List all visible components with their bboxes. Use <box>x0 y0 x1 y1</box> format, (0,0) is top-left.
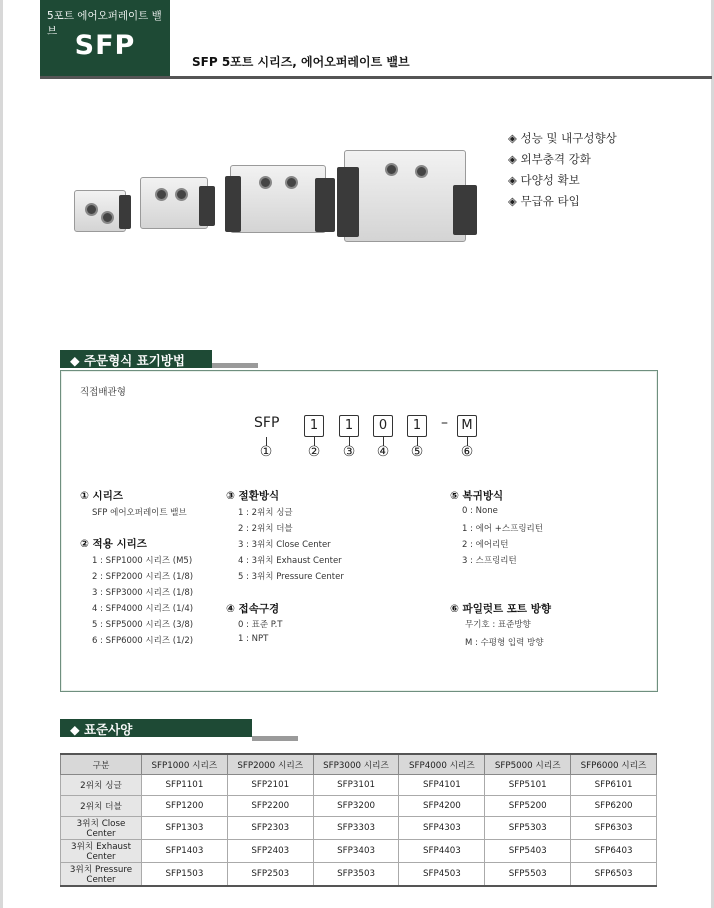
table-cell: SFP3303 <box>313 817 399 840</box>
column-header: SFP4000 시리즈 <box>399 754 485 775</box>
code-box: M <box>457 415 477 437</box>
switching-title: ③ 절환방식 <box>226 490 280 502</box>
spec-section-heading <box>60 719 252 737</box>
table-row <box>61 840 657 863</box>
switching-item: 2 : 2위치 더블 <box>238 524 293 534</box>
table-cell: SFP1403 <box>142 840 228 863</box>
table-row <box>61 796 657 817</box>
connection-title: ④ 접속구경 <box>226 603 280 615</box>
code-number: ④ <box>376 444 390 460</box>
spec-heading-text: ◆ 표준사양 <box>70 722 133 737</box>
table-cell: SFP1101 <box>142 775 228 796</box>
table-cell: SFP6200 <box>571 796 657 817</box>
switching-item: 4 : 3위치 Exhaust Center <box>238 556 342 566</box>
header-badge <box>40 0 170 76</box>
table-cell: SFP6403 <box>571 840 657 863</box>
code-box: 1 <box>339 415 359 437</box>
column-header: SFP1000 시리즈 <box>142 754 228 775</box>
feature-list <box>508 128 617 212</box>
table-cell: SFP6303 <box>571 817 657 840</box>
code-number: ② <box>307 444 321 460</box>
table-row <box>61 863 657 887</box>
pilot-port-item: 무기호 : 표준방향 <box>465 620 531 630</box>
column-header: SFP5000 시리즈 <box>485 754 571 775</box>
header-code: SFP <box>74 30 136 61</box>
table-cell: SFP6503 <box>571 863 657 887</box>
code-number: ③ <box>342 444 356 460</box>
code-box: 1 <box>304 415 324 437</box>
applied-series-item: 6 : SFP6000 시리즈 (1/2) <box>92 636 194 646</box>
connection-item: 0 : 표준 P.T <box>238 620 283 630</box>
feature-item: ◈ 다양성 확보 <box>508 173 580 187</box>
page-title: SFP 5포트 시리즈, 에어오퍼레이트 밸브 <box>192 55 410 69</box>
page-edge-left <box>0 0 3 908</box>
switching-item: 5 : 3위치 Pressure Center <box>238 572 344 582</box>
applied-series-item: 4 : SFP4000 시리즈 (1/4) <box>92 604 194 614</box>
feature-item: ◈ 성능 및 내구성향상 <box>508 131 617 145</box>
table-cell: SFP3101 <box>313 775 399 796</box>
switching-item: 1 : 2위치 싱글 <box>238 508 293 518</box>
table-cell: SFP1303 <box>142 817 228 840</box>
return-item: 3 : 스프링리턴 <box>462 556 517 566</box>
table-cell: SFP4200 <box>399 796 485 817</box>
column-header: SFP2000 시리즈 <box>227 754 313 775</box>
applied-series-item: 5 : SFP5000 시리즈 (3/8) <box>92 620 194 630</box>
table-cell: SFP5101 <box>485 775 571 796</box>
table-row <box>61 817 657 840</box>
spec-table <box>60 753 657 887</box>
table-cell: SFP4303 <box>399 817 485 840</box>
applied-series-item: 3 : SFP3000 시리즈 (1/8) <box>92 588 194 598</box>
row-header: 3위치 Close Center <box>61 817 142 840</box>
table-cell: SFP2101 <box>227 775 313 796</box>
table-cell: SFP3503 <box>313 863 399 887</box>
table-cell: SFP2200 <box>227 796 313 817</box>
applied-series-item: 1 : SFP1000 시리즈 (M5) <box>92 556 193 566</box>
table-cell: SFP1503 <box>142 863 228 887</box>
header-divider <box>40 76 712 79</box>
heading-accent-bar <box>252 736 298 741</box>
table-cell: SFP2403 <box>227 840 313 863</box>
code-box: 0 <box>373 415 393 437</box>
row-header: 2위치 싱글 <box>61 775 142 796</box>
series-item: SFP 에어오퍼레이트 밸브 <box>92 508 187 518</box>
heading-accent-bar <box>212 363 258 368</box>
table-cell: SFP5403 <box>485 840 571 863</box>
table-row <box>61 775 657 796</box>
table-cell: SFP4403 <box>399 840 485 863</box>
column-header: SFP6000 시리즈 <box>571 754 657 775</box>
code-prefix: SFP <box>254 415 280 431</box>
table-cell: SFP1200 <box>142 796 228 817</box>
series-title: ① 시리즈 <box>80 490 123 502</box>
order-format-box <box>60 370 658 692</box>
code-box: 1 <box>407 415 427 437</box>
row-header: 3위치 Pressure Center <box>61 863 142 887</box>
direct-piping-label: 직접배관형 <box>80 387 126 398</box>
table-cell: SFP5200 <box>485 796 571 817</box>
code-number: ⑤ <box>410 444 424 460</box>
applied-series-title: ② 적용 시리즈 <box>80 538 147 550</box>
column-header: SFP3000 시리즈 <box>313 754 399 775</box>
connection-item: 1 : NPT <box>238 634 269 644</box>
return-item: 2 : 에어리턴 <box>462 540 509 550</box>
return-item: 0 : None <box>462 506 498 516</box>
product-image <box>68 145 478 255</box>
pilot-port-item: M : 수평형 입력 방향 <box>465 638 544 648</box>
table-cell: SFP2303 <box>227 817 313 840</box>
row-header: 3위치 Exhaust Center <box>61 840 142 863</box>
return-item: 1 : 에어 +스프링리턴 <box>462 524 543 534</box>
feature-item: ◈ 외부충격 강화 <box>508 152 591 166</box>
table-cell: SFP5303 <box>485 817 571 840</box>
table-cell: SFP3200 <box>313 796 399 817</box>
table-cell: SFP2503 <box>227 863 313 887</box>
header-subtitle: 5포트 에어오퍼레이트 밸브 <box>47 10 162 37</box>
column-header: 구분 <box>61 754 142 775</box>
row-header: 2위치 더블 <box>61 796 142 817</box>
pilot-port-title: ⑥ 파일럿트 포트 방향 <box>450 603 552 615</box>
table-cell: SFP4503 <box>399 863 485 887</box>
order-heading-text: ◆ 주문형식 표기방법 <box>70 353 185 368</box>
return-title: ⑤ 복귀방식 <box>450 490 504 502</box>
code-number: ⑥ <box>460 444 474 460</box>
applied-series-item: 2 : SFP2000 시리즈 (1/8) <box>92 572 194 582</box>
feature-item: ◈ 무급유 타입 <box>508 194 580 208</box>
table-cell: SFP4101 <box>399 775 485 796</box>
order-section-heading <box>60 350 212 368</box>
switching-item: 3 : 3위치 Close Center <box>238 540 331 550</box>
table-cell: SFP3403 <box>313 840 399 863</box>
table-cell: SFP5503 <box>485 863 571 887</box>
table-cell: SFP6101 <box>571 775 657 796</box>
code-number: ① <box>259 444 273 460</box>
table-header-row <box>61 754 657 775</box>
code-dash: – <box>441 415 448 431</box>
